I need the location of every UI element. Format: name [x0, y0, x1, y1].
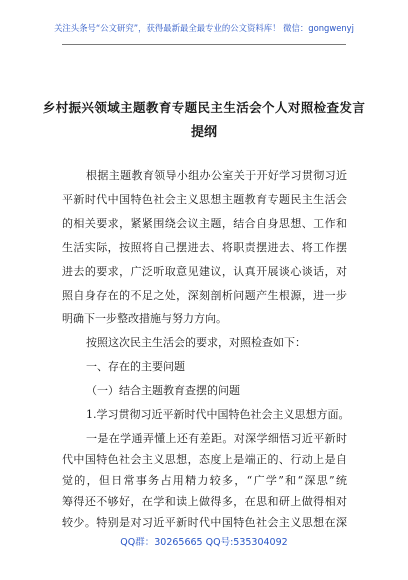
paragraph-line: 筹得还不够好，在学和读上做得多，在思和研上做得相对: [62, 495, 347, 508]
header-banner: 关注头条号“公文研究”，获得最新最全最专业的公文资料库！ 微信：gongwenyj: [54, 23, 354, 33]
paragraph-line: 照自身存在的不足之处，深刻剖析问题产生根源，进一步: [62, 289, 347, 302]
document-subtitle: 提纲: [190, 125, 217, 140]
subsection-heading: （一）结合主题教育查摆的问题: [86, 384, 240, 397]
paragraph-line: 代中国特色社会主义思想，态度上是端正的、行动上是自: [62, 453, 347, 466]
item-heading: 1.学习贯彻习近平新时代中国特色社会主义思想方面。: [86, 408, 350, 421]
paragraph-line: 较少。特别是对习近平新时代中国特色社会主义思想在深: [62, 516, 347, 529]
section-heading: 一、存在的主要问题: [86, 360, 185, 373]
paragraph-line: 平新时代中国特色社会主义思想主题教育专题民主生活会: [62, 193, 347, 206]
paragraph-line: 生活实际，按照将自己摆进去、将职责摆进去、将工作摆: [62, 241, 347, 254]
header-divider: [62, 44, 346, 45]
footer-contact: QQ群：30265665 QQ号:535304092: [120, 537, 288, 548]
paragraph-line: 明确下一步整改措施与努力方向。: [62, 312, 227, 325]
paragraph-line: 一是在学通弄懂上还有差距。对深学细悟习近平新时: [86, 432, 347, 445]
paragraph-line: 觉的，但日常事务占用精力较多，“广学”和“深思”统: [62, 474, 347, 487]
paragraph-line: 根据主题教育领导小组办公室关于开好学习贯彻习近: [86, 169, 347, 182]
paragraph-line: 的相关要求，紧紧围绕会议主题，结合自身思想、工作和: [62, 217, 347, 230]
paragraph-line: 进去的要求，广泛听取意见建议，认真开展谈心谈话，对: [62, 265, 347, 278]
intro-line: 按照这次民主生活会的要求，对照检查如下：: [86, 336, 306, 349]
document-title: 乡村振兴领域主题教育专题民主生活会个人对照检查发言: [42, 100, 366, 115]
